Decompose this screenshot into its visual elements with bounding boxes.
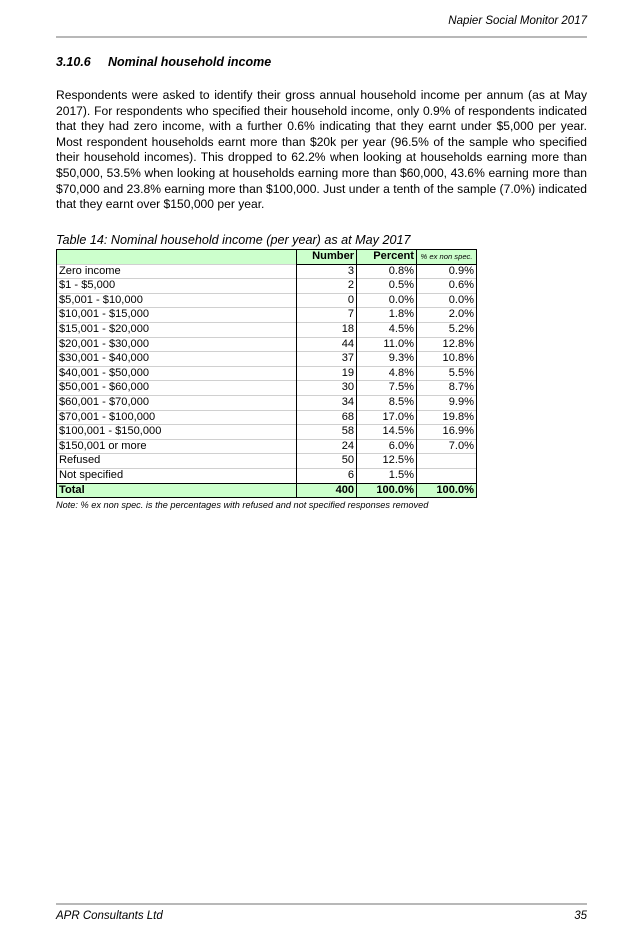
row-ex-non-spec [416,454,476,469]
row-ex-non-spec: 2.0% [416,308,476,323]
running-header-title: Napier Social Monitor 2017 [448,15,587,27]
row-percent: 4.5% [357,322,417,337]
row-number: 50 [297,454,357,469]
header-number: Number [297,250,357,265]
running-header [56,14,587,38]
table-row [57,264,477,279]
table-row [57,454,477,469]
row-percent: 8.5% [357,395,417,410]
row-ex-non-spec: 5.5% [416,366,476,381]
table-row [57,439,477,454]
row-percent: 7.5% [357,381,417,396]
table-row [57,352,477,367]
row-ex-non-spec: 0.0% [416,293,476,308]
row-number: 3 [297,264,357,279]
row-percent: 6.0% [357,439,417,454]
row-percent: 0.5% [357,279,417,294]
row-number: 6 [297,468,357,483]
row-label: $5,001 - $10,000 [57,293,297,308]
row-number: 18 [297,322,357,337]
table-row [57,468,477,483]
table-body [57,264,477,483]
running-footer [56,903,587,925]
body-paragraph: Respondents were asked to identify their gross annual household income per annum (as at May 2017). For respondents who specified their household income, only 0.9% of respondents indicated that they had zero income, with a further 0.6% indicating that they earnt under $5,000 per year. Most respondent households earnt more than $20k per year (96.5% of the sample who specified their household incomes). This dropped to 62.2% when looking at households earning more than $50,000, 53.5% when looking at households earning more than $60,000, 43.6% earning more than $70,000 and 23.8% earning more than $100,000. Just under a tenth of the sample (7.0%) indicated that they earnt over $150,000 per year. [56,88,587,212]
total-percent: 100.0% [357,483,417,498]
row-number: 37 [297,352,357,367]
table-note: Note: % ex non spec. is the percentages with refused and not specified responses removed [56,500,429,510]
row-label: $60,001 - $70,000 [57,395,297,410]
row-percent: 17.0% [357,410,417,425]
header-ex-non-spec: % ex non spec. [416,250,476,265]
row-label: $10,001 - $15,000 [57,308,297,323]
row-ex-non-spec [416,468,476,483]
row-number: 30 [297,381,357,396]
row-ex-non-spec: 0.6% [416,279,476,294]
row-label: $50,001 - $60,000 [57,381,297,396]
table-row [57,395,477,410]
row-label: $30,001 - $40,000 [57,352,297,367]
row-label: $70,001 - $100,000 [57,410,297,425]
row-number: 19 [297,366,357,381]
row-percent: 0.8% [357,264,417,279]
row-label: $20,001 - $30,000 [57,337,297,352]
row-label: Zero income [57,264,297,279]
row-number: 7 [297,308,357,323]
total-number: 400 [297,483,357,498]
row-ex-non-spec: 7.0% [416,439,476,454]
row-number: 44 [297,337,357,352]
row-number: 34 [297,395,357,410]
row-label: $40,001 - $50,000 [57,366,297,381]
table-row [57,381,477,396]
row-number: 2 [297,279,357,294]
table-header-row [57,250,477,265]
row-ex-non-spec: 16.9% [416,425,476,440]
row-label: $15,001 - $20,000 [57,322,297,337]
row-percent: 14.5% [357,425,417,440]
table-row [57,308,477,323]
row-label: $100,001 - $150,000 [57,425,297,440]
row-label: $150,001 or more [57,439,297,454]
row-number: 58 [297,425,357,440]
table-total-row [57,483,477,498]
table-row [57,366,477,381]
table-row [57,410,477,425]
row-ex-non-spec: 19.8% [416,410,476,425]
row-percent: 11.0% [357,337,417,352]
row-percent: 4.8% [357,366,417,381]
row-label: Refused [57,454,297,469]
row-ex-non-spec: 10.8% [416,352,476,367]
income-table [56,249,477,498]
total-ex-non-spec: 100.0% [416,483,476,498]
section-number: 3.10.6 [56,55,91,69]
table-row [57,322,477,337]
row-label: $1 - $5,000 [57,279,297,294]
row-ex-non-spec: 9.9% [416,395,476,410]
row-percent: 0.0% [357,293,417,308]
table-row [57,293,477,308]
table-caption: Table 14: Nominal household income (per year) as at May 2017 [56,233,411,247]
footer-company: APR Consultants Ltd [56,910,163,922]
row-percent: 12.5% [357,454,417,469]
section-heading [56,55,271,69]
row-number: 68 [297,410,357,425]
row-ex-non-spec: 8.7% [416,381,476,396]
page-number: 35 [574,910,587,922]
table-row [57,425,477,440]
table-row [57,279,477,294]
row-percent: 1.8% [357,308,417,323]
section-title: Nominal household income [108,55,272,69]
total-label: Total [57,483,297,498]
row-percent: 1.5% [357,468,417,483]
row-ex-non-spec: 5.2% [416,322,476,337]
row-number: 0 [297,293,357,308]
row-ex-non-spec: 0.9% [416,264,476,279]
row-number: 24 [297,439,357,454]
table-row [57,337,477,352]
header-percent: Percent [357,250,417,265]
row-percent: 9.3% [357,352,417,367]
header-blank-cell [57,250,297,265]
row-label: Not specified [57,468,297,483]
row-ex-non-spec: 12.8% [416,337,476,352]
